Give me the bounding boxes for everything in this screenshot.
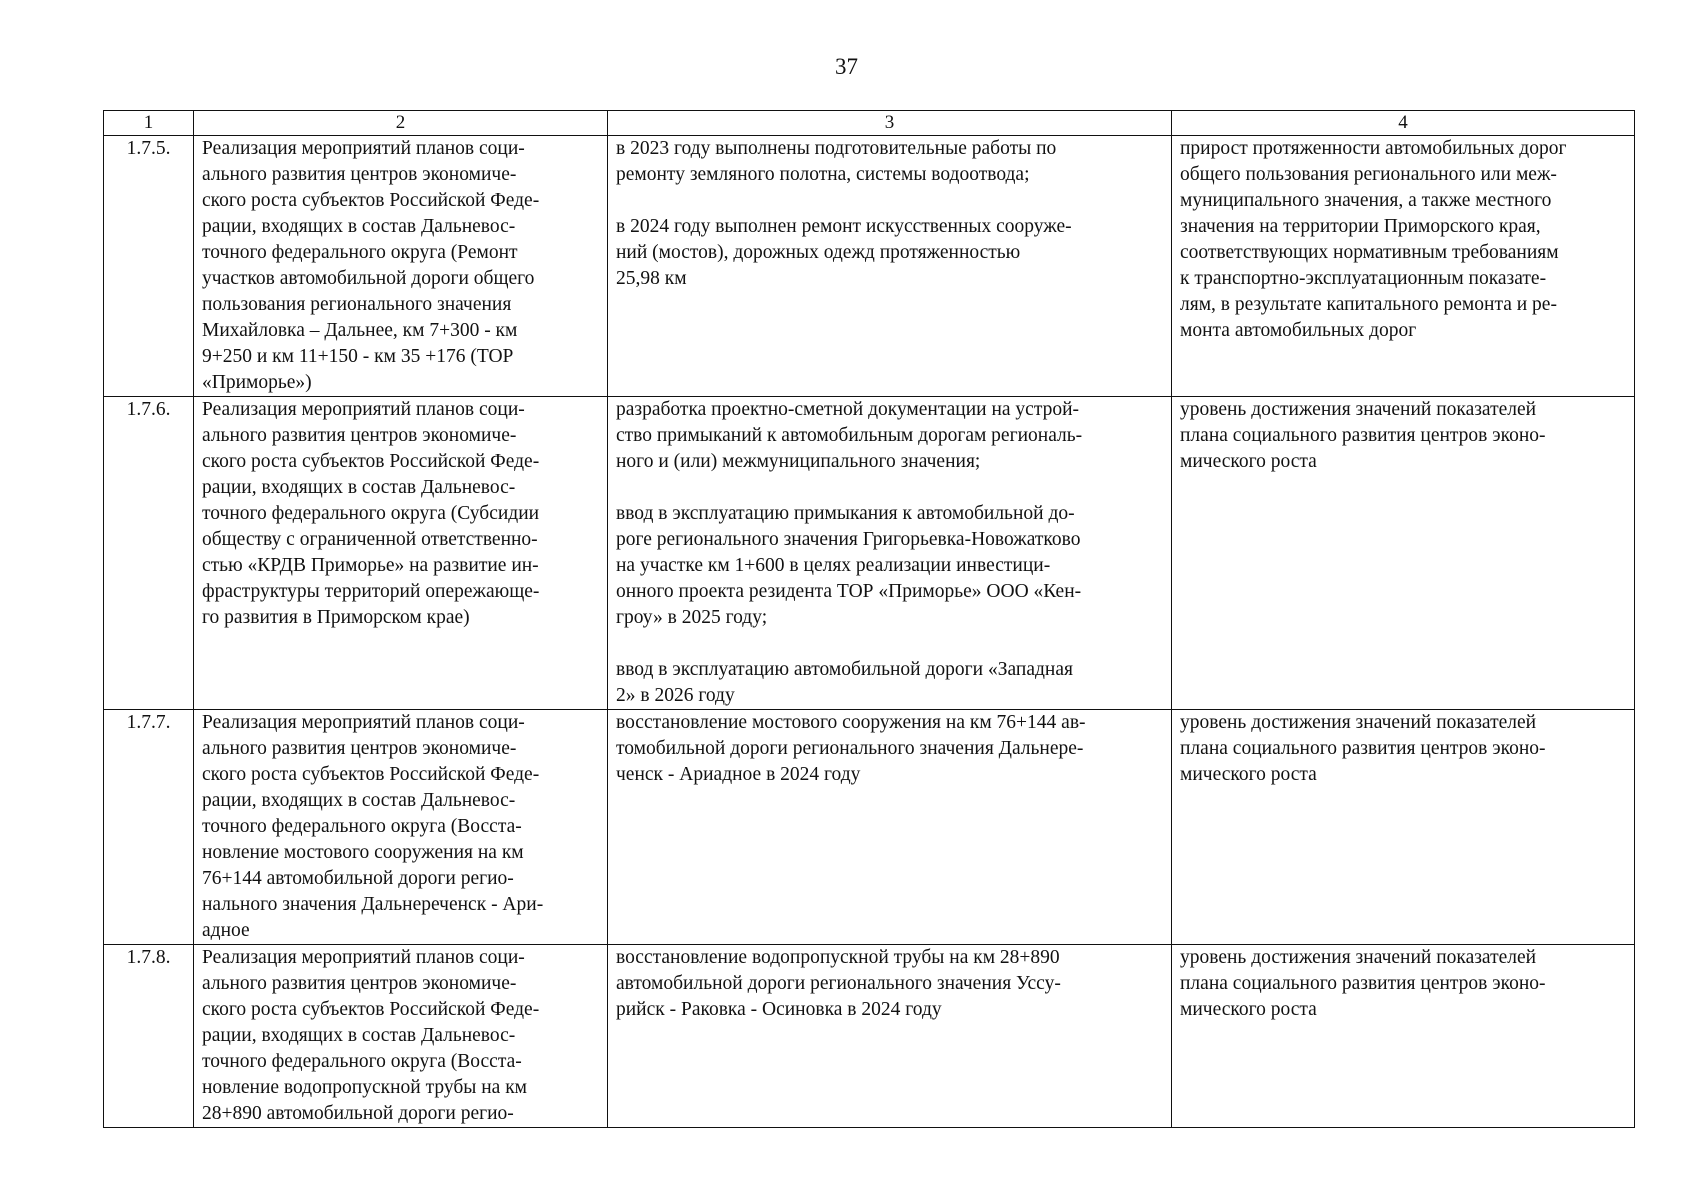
text-line: ввод в эксплуатацию автомобильной дороги «Западная: [616, 659, 1073, 680]
text-line: ального развития центров экономиче-: [202, 738, 517, 759]
text-line: рийск - Раковка - Осиновка в 2024 году: [616, 999, 942, 1020]
measure-name-cell: [194, 136, 608, 397]
page-number: 37: [835, 54, 858, 79]
text-line: адное: [202, 920, 250, 941]
text-line: уровень достижения значений показателей: [1180, 947, 1537, 968]
actions-cell: [608, 136, 1172, 397]
text-line: 9+250 и км 11+150 - км 35 +176 (ТОР: [202, 346, 514, 367]
text-line: обществу с ограниченной ответственно-: [202, 529, 538, 550]
actions-cell: [608, 397, 1172, 710]
column-header-4: 4: [1172, 111, 1635, 136]
text-line: новление водопропускной трубы на км: [202, 1077, 528, 1098]
text-line: восстановление водопропускной трубы на км 28+890: [616, 947, 1060, 968]
row-number: 1.7.7.: [104, 710, 194, 945]
text-line: Реализация мероприятий планов соци-: [202, 399, 525, 420]
text-line: 2» в 2026 году: [616, 685, 735, 706]
text-line: мического роста: [1180, 451, 1317, 472]
text-line: рации, входящих в состав Дальневос-: [202, 1025, 516, 1046]
text-line: ского роста субъектов Российской Феде-: [202, 190, 540, 211]
measure-name-cell: [194, 710, 608, 945]
text-line: ского роста субъектов Российской Феде-: [202, 764, 540, 785]
text-line: прирост протяженности автомобильных дорог: [1180, 138, 1567, 159]
text-line: значения на территории Приморского края,: [1180, 216, 1541, 237]
text-line: общего пользования регионального или меж-: [1180, 164, 1557, 185]
text-line: пользования регионального значения: [202, 294, 512, 315]
column-header-1: 1: [104, 111, 194, 136]
text-line: монта автомобильных дорог: [1180, 320, 1417, 341]
text-line: уровень достижения значений показателей: [1180, 712, 1537, 733]
text-line: ного и (или) межмуниципального значения;: [616, 451, 981, 472]
text-line: в 2024 году выполнен ремонт искусственных сооруже-: [616, 216, 1072, 237]
text-line: роге регионального значения Григорьевка-Новожатково: [616, 529, 1081, 550]
text-line: стью «КРДВ Приморье» на развитие ин-: [202, 555, 539, 576]
text-line: соответствующих нормативным требованиям: [1180, 242, 1559, 263]
text-line: мического роста: [1180, 764, 1317, 785]
row-number: 1.7.5.: [104, 136, 194, 397]
result-cell: [1172, 945, 1635, 1128]
text-line: фраструктуры территорий опережающе-: [202, 581, 540, 602]
text-line: на участке км 1+600 в целях реализации инвестици-: [616, 555, 1051, 576]
text-line: ского роста субъектов Российской Феде-: [202, 451, 540, 472]
text-line: автомобильной дороги регионального значения Уссу-: [616, 973, 1061, 994]
text-line: ального развития центров экономиче-: [202, 973, 517, 994]
text-line: ского роста субъектов Российской Феде-: [202, 999, 540, 1020]
text-line: плана социального развития центров эконо-: [1180, 973, 1546, 994]
text-line: точного федерального округа (Субсидии: [202, 503, 540, 524]
text-line: ченск - Ариадное в 2024 году: [616, 764, 861, 785]
table-row: [104, 397, 1635, 710]
text-line: разработка проектно-сметной документации на устрой-: [616, 399, 1080, 420]
text-line: точного федерального округа (Восста-: [202, 816, 522, 837]
result-cell: [1172, 397, 1635, 710]
measure-name-cell: [194, 397, 608, 710]
text-line: онного проекта резидента ТОР «Приморье» ООО «Кен-: [616, 581, 1082, 602]
measures-table: [103, 110, 1635, 1128]
column-header-3: 3: [608, 111, 1172, 136]
text-line: лям, в результате капитального ремонта и ре-: [1180, 294, 1557, 315]
text-line: ремонту земляного полотна, системы водоотвода;: [616, 164, 1030, 185]
text-line: го развития в Приморском крае): [202, 607, 470, 628]
text-line: «Приморье»): [202, 372, 312, 393]
text-line: точного федерального округа (Ремонт: [202, 242, 518, 263]
text-line: Реализация мероприятий планов соци-: [202, 712, 525, 733]
text-line: к транспортно-эксплуатационным показате-: [1180, 268, 1547, 289]
text-line: в 2023 году выполнены подготовительные работы по: [616, 138, 1057, 159]
text-line: 28+890 автомобильной дороги регио-: [202, 1103, 514, 1124]
text-line: 76+144 автомобильной дороги регио-: [202, 868, 514, 889]
text-line: гроу» в 2025 году;: [616, 607, 768, 628]
text-line: ввод в эксплуатацию примыкания к автомобильной до-: [616, 503, 1075, 524]
text-line: муниципального значения, а также местного: [1180, 190, 1552, 211]
text-line: восстановление мостового сооружения на км 76+144 ав-: [616, 712, 1086, 733]
text-line: нального значения Дальнереченск - Ари-: [202, 894, 544, 915]
text-line: ального развития центров экономиче-: [202, 164, 517, 185]
result-cell: [1172, 136, 1635, 397]
text-line: ство примыканий к автомобильным дорогам региональ-: [616, 425, 1083, 446]
result-cell: [1172, 710, 1635, 945]
text-line: рации, входящих в состав Дальневос-: [202, 477, 516, 498]
text-line: Реализация мероприятий планов соци-: [202, 947, 525, 968]
table-header-row: [104, 111, 1635, 136]
text-line: участков автомобильной дороги общего: [202, 268, 535, 289]
row-number: 1.7.6.: [104, 397, 194, 710]
text-line: 25,98 км: [616, 268, 687, 289]
text-line: Михайловка – Дальнее, км 7+300 - км: [202, 320, 518, 341]
table-row: [104, 945, 1635, 1128]
text-line: рации, входящих в состав Дальневос-: [202, 216, 516, 237]
row-number: 1.7.8.: [104, 945, 194, 1128]
text-line: плана социального развития центров эконо-: [1180, 425, 1546, 446]
actions-cell: [608, 945, 1172, 1128]
table-row: [104, 710, 1635, 945]
text-line: плана социального развития центров эконо-: [1180, 738, 1546, 759]
text-line: мического роста: [1180, 999, 1317, 1020]
text-line: Реализация мероприятий планов соци-: [202, 138, 525, 159]
text-line: новление мостового сооружения на км: [202, 842, 524, 863]
text-line: ний (мостов), дорожных одежд протяженностью: [616, 242, 1021, 263]
measure-name-cell: [194, 945, 608, 1128]
text-line: рации, входящих в состав Дальневос-: [202, 790, 516, 811]
text-line: уровень достижения значений показателей: [1180, 399, 1537, 420]
text-line: томобильной дороги регионального значения Дальнере-: [616, 738, 1084, 759]
text-line: точного федерального округа (Восста-: [202, 1051, 522, 1072]
column-header-2: 2: [194, 111, 608, 136]
text-line: ального развития центров экономиче-: [202, 425, 517, 446]
actions-cell: [608, 710, 1172, 945]
table-row: [104, 136, 1635, 397]
